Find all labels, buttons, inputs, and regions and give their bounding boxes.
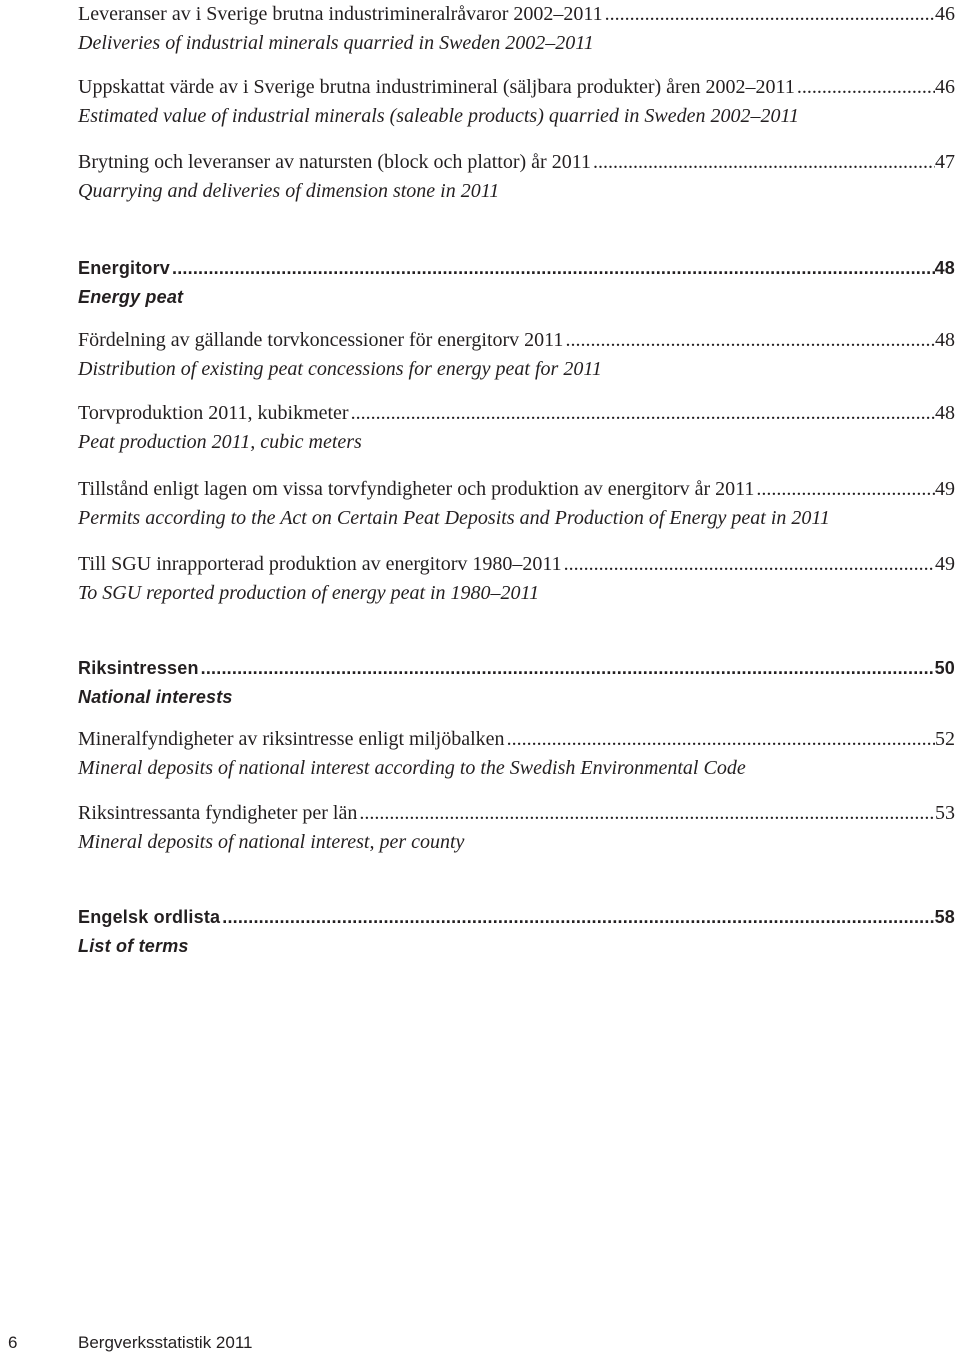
- toc-entry-page: 47: [935, 151, 955, 173]
- toc-entry: [78, 326, 955, 384]
- toc-entry-subtitle: Peat production 2011, cubic meters: [78, 431, 362, 453]
- toc-entry-page: 49: [935, 553, 955, 575]
- dot-leader: [357, 799, 935, 828]
- toc-section-page: 50: [934, 658, 955, 678]
- toc-section-heading: [78, 903, 955, 961]
- toc-entry-page: 52: [935, 728, 955, 750]
- toc-section-line: [78, 254, 955, 283]
- toc-entry-title: Fördelning av gällande torvkoncessioner för energitorv 2011: [78, 329, 564, 351]
- dot-leader: [563, 326, 935, 355]
- toc-entry-page: 46: [935, 76, 955, 98]
- toc-entry-title: Till SGU inrapporterad produktion av energitorv 1980–2011: [78, 553, 562, 575]
- toc-entry-page: 48: [935, 402, 955, 424]
- toc-entry-title: Mineralfyndigheter av riksintresse enligt miljöbalken: [78, 728, 505, 750]
- toc-entry-title: Tillstånd enligt lagen om vissa torvfyndigheter och produktion av energitorv år 2011: [78, 478, 755, 500]
- toc-entry-line: [78, 399, 955, 428]
- dot-leader: [220, 903, 934, 932]
- toc-entry-subtitle: Quarrying and deliveries of dimension stone in 2011: [78, 180, 500, 202]
- toc-entry-subtitle: Deliveries of industrial minerals quarried in Sweden 2002–2011: [78, 32, 594, 54]
- toc-section-heading: [78, 254, 955, 312]
- toc-entry-line: [78, 725, 955, 754]
- dot-leader: [795, 73, 935, 102]
- dot-leader: [591, 148, 935, 177]
- toc-section-line: [78, 654, 955, 683]
- toc-section-subtitle: Energy peat: [78, 287, 184, 307]
- toc-entry-line: [78, 0, 955, 29]
- toc-entry-page: 53: [935, 802, 955, 824]
- toc-entry-page: 49: [935, 478, 955, 500]
- toc-section-title: Riksintressen: [78, 658, 199, 678]
- toc-entry-line: [78, 148, 955, 177]
- toc-entry: [78, 725, 955, 783]
- toc-entry-title: Brytning och leveranser av natursten (block och plattor) år 2011: [78, 151, 591, 173]
- toc-entry: [78, 399, 955, 457]
- footer-publication-title: Bergverksstatistik 2011: [78, 1333, 253, 1352]
- toc-entry-line: [78, 475, 955, 504]
- dot-leader: [603, 0, 935, 29]
- toc-entry-title: Riksintressanta fyndigheter per län: [78, 802, 358, 824]
- dot-leader: [170, 254, 935, 283]
- toc-entry: [78, 148, 955, 206]
- toc-section-line: [78, 903, 955, 932]
- dot-leader: [349, 399, 935, 428]
- dot-leader: [199, 654, 935, 683]
- toc-section-heading: [78, 654, 955, 712]
- toc-entry-subtitle: Mineral deposits of national interest, per county: [78, 831, 465, 853]
- dot-leader: [754, 475, 935, 504]
- toc-entry: [78, 475, 955, 533]
- toc-entry: [78, 73, 955, 131]
- toc-entry-title: Uppskattat värde av i Sverige brutna industrimineral (säljbara produkter) åren 2002–2011: [78, 76, 795, 98]
- toc-entry: [78, 799, 955, 857]
- toc-section-title: Energitorv: [78, 258, 171, 278]
- toc-entry-subtitle: Mineral deposits of national interest according to the Swedish Environmental Code: [78, 757, 746, 779]
- dot-leader: [505, 725, 935, 754]
- toc-section-subtitle: National interests: [78, 687, 233, 707]
- toc-entry-page: 48: [935, 329, 955, 351]
- toc-section-page: 58: [934, 907, 955, 927]
- toc-section-page: 48: [934, 258, 955, 278]
- toc-entry-line: [78, 73, 955, 102]
- toc-entry-subtitle: To SGU reported production of energy peat in 1980–2011: [78, 582, 540, 604]
- toc-entry-subtitle: Distribution of existing peat concessions for energy peat for 2011: [78, 358, 602, 380]
- toc-section-subtitle: List of terms: [78, 936, 189, 956]
- toc-entry: [78, 0, 955, 58]
- toc-entry-line: [78, 799, 955, 828]
- toc-entry-page: 46: [935, 3, 955, 25]
- toc-entry-title: Torvproduktion 2011, kubikmeter: [78, 402, 349, 424]
- toc-entry-line: [78, 550, 955, 579]
- toc-entry-line: [78, 326, 955, 355]
- footer-page-number: 6: [8, 1333, 18, 1352]
- toc-section-title: Engelsk ordlista: [78, 907, 221, 927]
- toc-entry-subtitle: Estimated value of industrial minerals (saleable products) quarried in Sweden 2002–2011: [78, 105, 800, 127]
- toc-entry: [78, 550, 955, 608]
- toc-entry-subtitle: Permits according to the Act on Certain Peat Deposits and Production of Energy peat in 2011: [78, 507, 830, 529]
- dot-leader: [562, 550, 935, 579]
- toc-entry-title: Leveranser av i Sverige brutna industrimineralråvaror 2002–2011: [78, 3, 603, 25]
